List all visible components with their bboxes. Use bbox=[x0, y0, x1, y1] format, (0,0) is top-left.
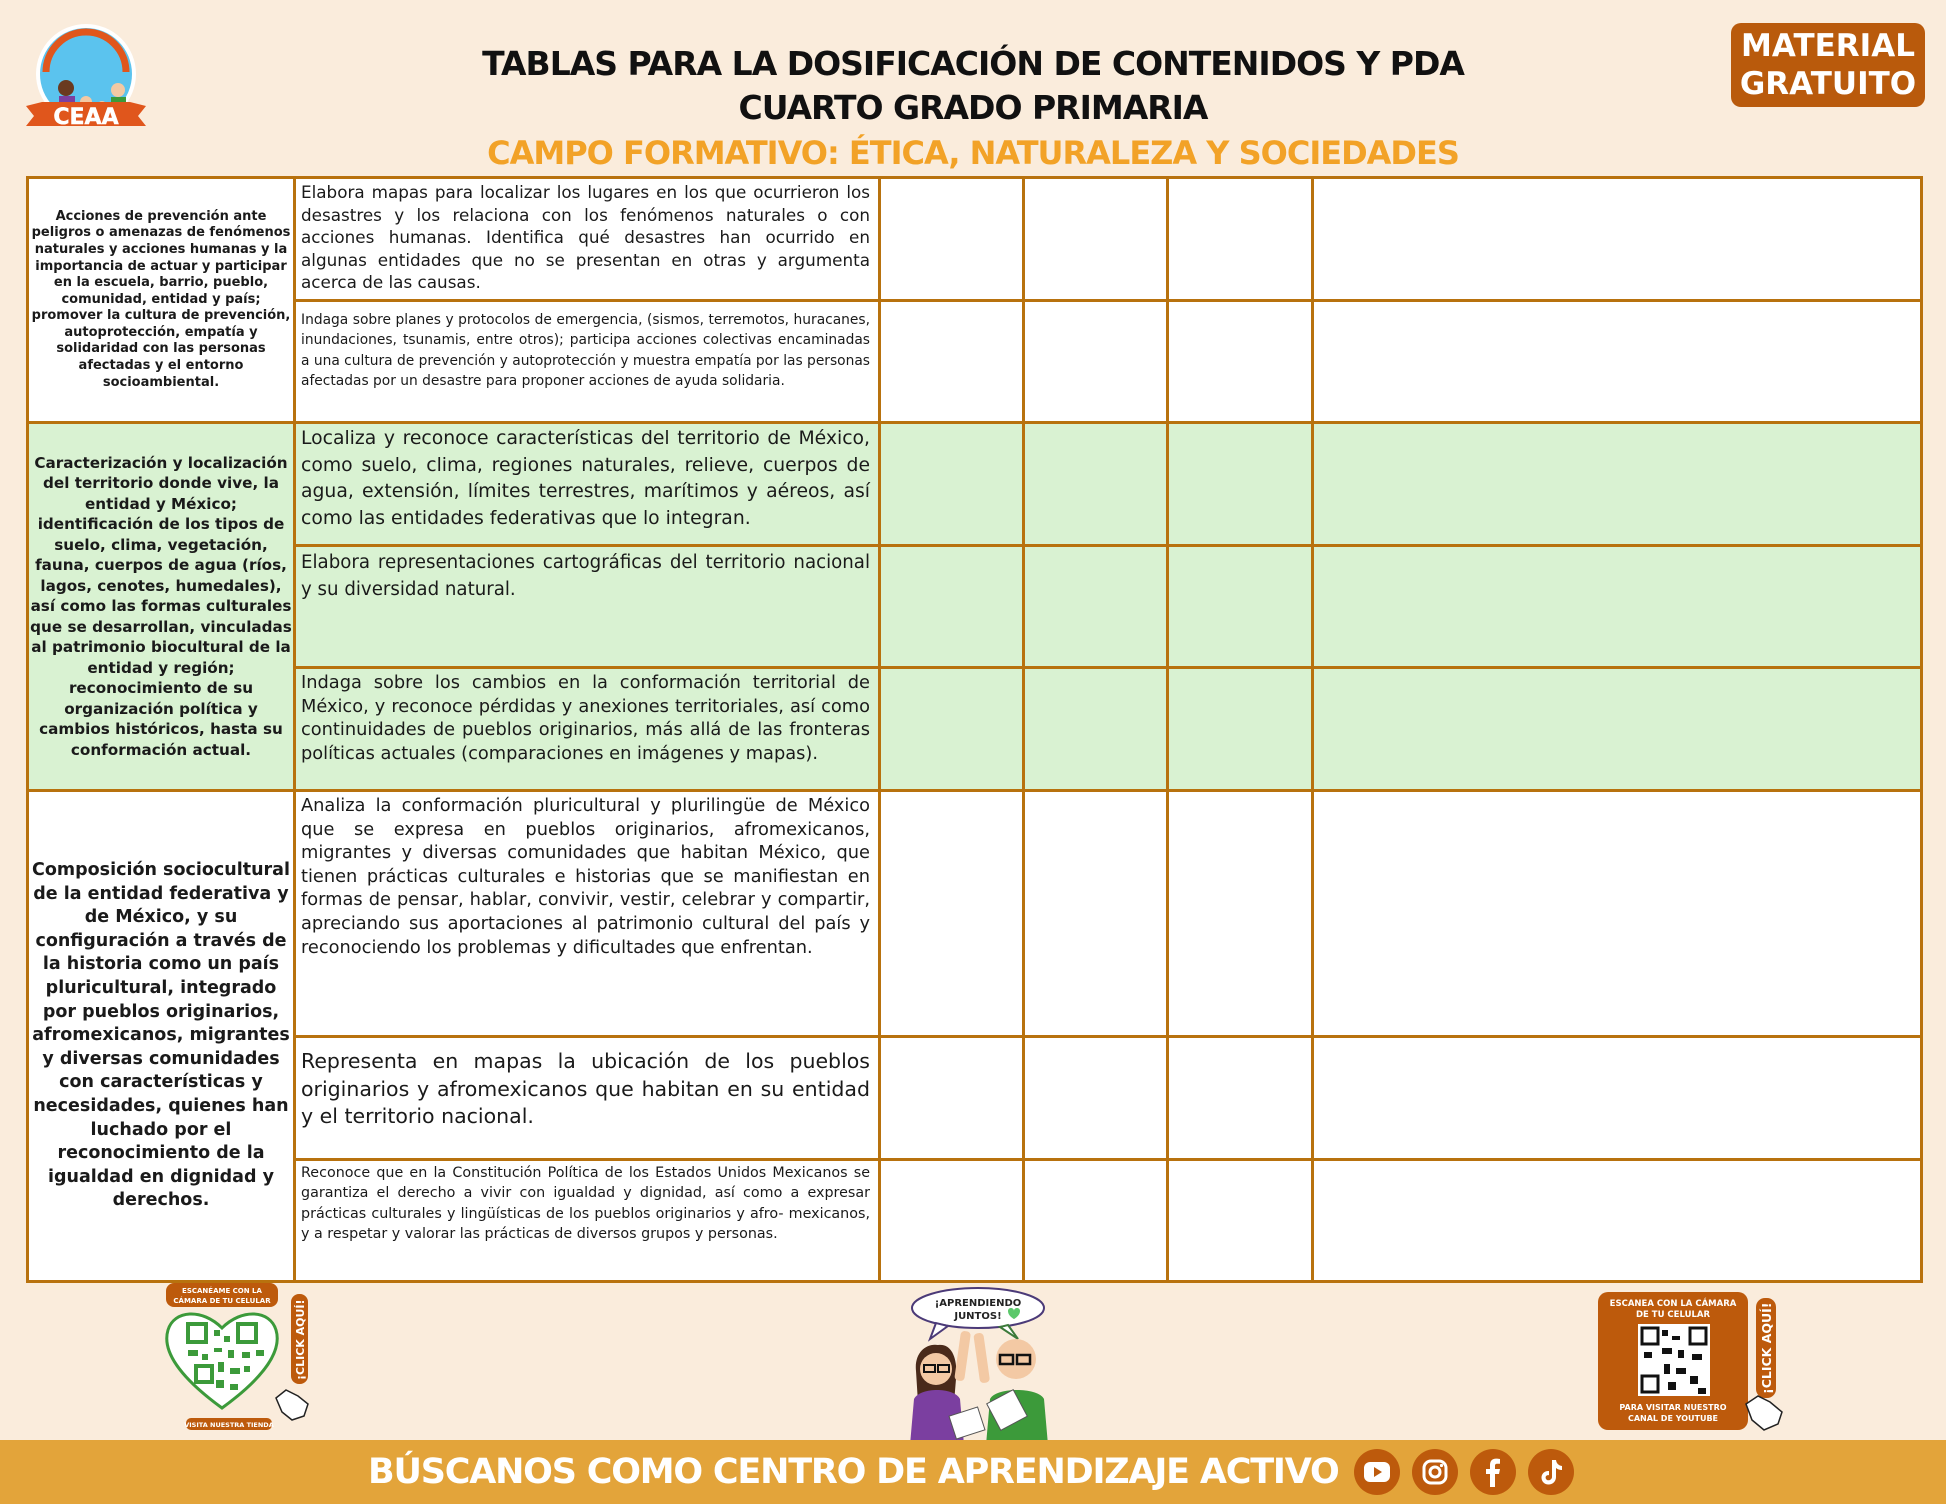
store-qr-promo[interactable] bbox=[158, 1280, 316, 1435]
table-row bbox=[28, 423, 1922, 546]
youtube-qr-promo[interactable] bbox=[1598, 1292, 1786, 1434]
planning-cell[interactable] bbox=[880, 423, 1024, 546]
campo-formativo-subtitle: CAMPO FORMATIVO: ÉTICA, NATURALEZA Y SOCIEDADES bbox=[487, 134, 1459, 172]
dosification-table bbox=[26, 176, 1923, 1283]
notes-cell[interactable] bbox=[1313, 546, 1922, 668]
svg-text:PARA VISITAR NUESTRO: PARA VISITAR NUESTRO bbox=[1619, 1403, 1727, 1412]
youtube-click-label: ¡CLICK AQUÍ! bbox=[1759, 1302, 1774, 1394]
pda-cell: Indaga sobre planes y protocolos de emergencia, (sismos, terremotos, huracanes, inundaciones, tsunamis, entre otros); participa acciones colectivas encaminadas a una cultura de prevención y autoprotección y muestra empatía por las personas afectadas por un desastre para proponer acciones de ayuda solidaria. bbox=[295, 301, 880, 423]
table-row bbox=[28, 668, 1922, 791]
planning-cell[interactable] bbox=[880, 1037, 1024, 1160]
planning-cell[interactable] bbox=[1024, 301, 1168, 423]
svg-text:ESCANEA CON LA CÁMARA: ESCANEA CON LA CÁMARA bbox=[1609, 1299, 1737, 1309]
badge-line1: MATERIAL bbox=[1741, 28, 1915, 64]
footer-text: BÚSCANOS COMO CENTRO DE APRENDIZAJE ACTIVO bbox=[368, 1452, 1339, 1492]
content-cell: Acciones de prevención ante peligros o amenazas de fenómenos naturales y acciones humanas y la importancia de actuar y participar en la escuela, barrio, pueblo, comunidad, entidad y país; promover la cultura de prevención, autoprotección, empatía y solidaridad con las personas afectadas y el entorno socioambiental. bbox=[28, 178, 295, 423]
youtube-icon[interactable] bbox=[1354, 1449, 1400, 1495]
pda-cell: Analiza la conformación pluricultural y plurilingüe de México que se expresa en pueblos originarios, afromexicanos, migrantes y diversas comunidades que habitan México, que tienen prácticas culturales e historias que se manifiestan en formas de pensar, hablar, convivir, vestir, celebrar y compartir, apreciando sus aportaciones al patrimonio cultural del país y reconociendo los problemas y dificultades que enfrentan. bbox=[295, 791, 880, 1037]
planning-cell[interactable] bbox=[1168, 423, 1313, 546]
table-row bbox=[28, 546, 1922, 668]
tiktok-icon[interactable] bbox=[1528, 1449, 1574, 1495]
planning-cell[interactable] bbox=[880, 301, 1024, 423]
ceaa-logo bbox=[22, 22, 148, 130]
store-click-label: ¡CLICK AQUÍ! bbox=[294, 1299, 307, 1380]
planning-cell[interactable] bbox=[1024, 791, 1168, 1037]
content-cell: Caracterización y localización del territorio donde vive, la entidad y México; identificación de los tipos de suelo, clima, vegetación, fauna, cuerpos de agua (ríos, lagos, cenotes, humedales), así como las formas culturales que se desarrollan, vinculadas al patrimonio biocultural de la entidad y región; reconocimiento de su organización política y cambios históricos, hasta su conformación actual. bbox=[28, 423, 295, 791]
svg-text:CÁMARA DE TU CELULAR: CÁMARA DE TU CELULAR bbox=[173, 1297, 271, 1305]
svg-text:DE TU CELULAR: DE TU CELULAR bbox=[1635, 1310, 1711, 1320]
planning-cell[interactable] bbox=[1168, 1160, 1313, 1282]
planning-cell[interactable] bbox=[880, 668, 1024, 791]
instagram-icon[interactable] bbox=[1412, 1449, 1458, 1495]
planning-cell[interactable] bbox=[880, 791, 1024, 1037]
svg-text:¡APRENDIENDO: ¡APRENDIENDO bbox=[934, 1298, 1022, 1309]
table-row bbox=[28, 178, 1922, 301]
grade-title: CUARTO GRADO PRIMARIA bbox=[738, 88, 1208, 127]
pda-cell: Elabora representaciones cartográficas del territorio nacional y su diversidad natural. bbox=[295, 546, 880, 668]
planning-cell[interactable] bbox=[880, 546, 1024, 668]
table-row bbox=[28, 791, 1922, 1037]
planning-cell[interactable] bbox=[880, 178, 1024, 301]
page-title: TABLAS PARA LA DOSIFICACIÓN DE CONTENIDOS Y PDA bbox=[482, 44, 1464, 83]
table-row bbox=[28, 301, 1922, 423]
planning-cell[interactable] bbox=[1024, 423, 1168, 546]
planning-cell[interactable] bbox=[1024, 668, 1168, 791]
notes-cell[interactable] bbox=[1313, 301, 1922, 423]
free-material-badge bbox=[1731, 23, 1925, 107]
planning-cell[interactable] bbox=[1168, 301, 1313, 423]
mascots-illustration bbox=[896, 1283, 1061, 1445]
svg-text:CANAL DE YOUTUBE: CANAL DE YOUTUBE bbox=[1627, 1414, 1719, 1423]
header bbox=[300, 42, 1646, 176]
table-row bbox=[28, 1160, 1922, 1282]
planning-cell[interactable] bbox=[880, 1160, 1024, 1282]
badge-line2: GRATUITO bbox=[1739, 66, 1917, 102]
planning-cell[interactable] bbox=[1024, 546, 1168, 668]
pda-cell: Localiza y reconoce características del territorio de México, como suelo, clima, regiones naturales, relieve, cuerpos de agua, extensión, límites terrestres, marítimos y aéreos, así como las entidades federativas que lo integran. bbox=[295, 423, 880, 546]
pointer-hand-icon bbox=[1746, 1396, 1782, 1430]
notes-cell[interactable] bbox=[1313, 1037, 1922, 1160]
svg-text:ESCANÉAME CON LA: ESCANÉAME CON LA bbox=[182, 1287, 262, 1295]
facebook-icon[interactable] bbox=[1470, 1449, 1516, 1495]
logo-text: CEAA bbox=[53, 105, 119, 130]
planning-cell[interactable] bbox=[1168, 178, 1313, 301]
pda-cell: Indaga sobre los cambios en la conformación territorial de México, y reconoce pérdidas y anexiones territoriales, así como continuidades de pueblos originarios, más allá de las fronteras políticas actuales (comparaciones en imágenes y mapas). bbox=[295, 668, 880, 791]
notes-cell[interactable] bbox=[1313, 1160, 1922, 1282]
planning-cell[interactable] bbox=[1024, 1037, 1168, 1160]
planning-cell[interactable] bbox=[1168, 1037, 1313, 1160]
notes-cell[interactable] bbox=[1313, 668, 1922, 791]
pda-cell: Elabora mapas para localizar los lugares en los que ocurrieron los desastres y los relaciona con los fenómenos naturales o con acciones humanas. Identifica qué desastres han ocurrido en algunas entidades que no se presentan en otras y argumenta acerca de las causas. bbox=[295, 178, 880, 301]
footer-bar bbox=[0, 1440, 1946, 1504]
planning-cell[interactable] bbox=[1024, 1160, 1168, 1282]
notes-cell[interactable] bbox=[1313, 423, 1922, 546]
notes-cell[interactable] bbox=[1313, 178, 1922, 301]
pda-cell: Representa en mapas la ubicación de los pueblos originarios y afromexicanos que habitan en su entidad y el territorio nacional. bbox=[295, 1037, 880, 1160]
notes-cell[interactable] bbox=[1313, 791, 1922, 1037]
planning-cell[interactable] bbox=[1168, 668, 1313, 791]
svg-text:JUNTOS!: JUNTOS! bbox=[954, 1311, 1002, 1322]
planning-cell[interactable] bbox=[1168, 546, 1313, 668]
pointer-hand-icon bbox=[276, 1390, 308, 1420]
store-qr-bottom-label: VISITA NUESTRA TIENDA bbox=[184, 1421, 274, 1429]
table-row bbox=[28, 1037, 1922, 1160]
pda-cell: Reconoce que en la Constitución Política de los Estados Unidos Mexicanos se garantiza el derecho a vivir con igualdad y dignidad, así como a expresar prácticas culturales y lingüísticas de los pueblos originarios y afro- mexicanos, y a respetar y valorar las prácticas de diversos grupos y personas. bbox=[295, 1160, 880, 1282]
planning-cell[interactable] bbox=[1168, 791, 1313, 1037]
content-cell: Composición sociocultural de la entidad federativa y de México, y su configuración a través de la historia como un país pluricultural, integrado por pueblos originarios, afromexicanos, migrantes y diversas comunidades con características y necesidades, quienes han luchado por el reconocimiento de la igualdad en dignidad y derechos. bbox=[28, 791, 295, 1282]
planning-cell[interactable] bbox=[1024, 178, 1168, 301]
